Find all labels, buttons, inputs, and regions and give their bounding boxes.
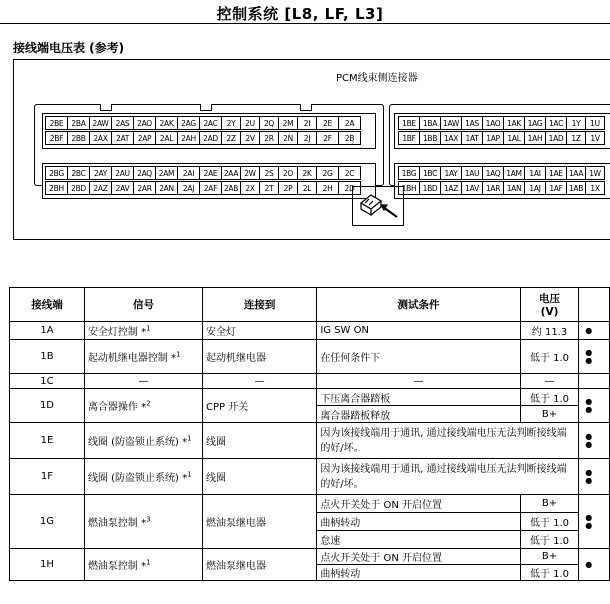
cell-signal — [84, 374, 202, 389]
table-row — [10, 322, 610, 340]
pin-1ag: 1AG — [524, 116, 546, 130]
bullet-icon: ● — [585, 520, 593, 530]
pin-1aa: 1AA — [566, 166, 586, 180]
pin-2bd: 2BD — [67, 181, 90, 195]
pin-2ad: 2AD — [199, 131, 222, 145]
pin-2g: 2G — [316, 166, 339, 180]
pin-1av: 1AV — [461, 181, 483, 195]
bullet-icon: ● — [585, 512, 593, 522]
pin-2v: 2V — [240, 131, 260, 145]
pin-2ax: 2AX — [89, 131, 112, 145]
connector-right-row — [398, 131, 604, 145]
pin-1as: 1AS — [461, 116, 483, 130]
cell-condition: 曲柄转动 — [317, 565, 520, 581]
footnote-marker: 1 — [187, 470, 192, 479]
pin-2ac: 2AC — [199, 116, 222, 130]
cell-signal — [84, 459, 202, 495]
pin-1ai: 1AI — [524, 166, 546, 180]
pin-1u: 1U — [585, 116, 605, 130]
footnote-marker: 2 — [146, 399, 151, 408]
cell-voltage: 低于 1.0 — [520, 513, 578, 531]
cell-signal-text: 离合器操作 * — [87, 402, 147, 413]
pin-1z: 1Z — [566, 131, 586, 145]
cell-extra — [579, 322, 610, 340]
pin-2bh: 2BH — [45, 181, 68, 195]
table-row — [10, 374, 610, 389]
pin-2aw: 2AW — [89, 116, 112, 130]
pin-1ab: 1AB — [566, 181, 586, 195]
header-signal: 信号 — [84, 288, 202, 322]
cell-extra — [579, 340, 610, 374]
pin-1ay: 1AY — [440, 166, 462, 180]
cell-extra — [579, 423, 610, 459]
pin-2be: 2BE — [45, 116, 68, 130]
pin-1bc: 1BC — [419, 166, 441, 180]
cell-voltage: — — [520, 374, 578, 389]
pin-1bb: 1BB — [419, 131, 441, 145]
pin-2bg: 2BG — [45, 166, 68, 180]
pin-2ab: 2AB — [221, 181, 241, 195]
pin-1ao: 1AO — [482, 116, 504, 130]
cell-connected-to: 起动机继电器 — [203, 340, 317, 374]
table-row — [10, 459, 610, 495]
table-row — [10, 340, 610, 374]
pin-1aq: 1AQ — [482, 166, 504, 180]
cell-condition: 点火开关处于 ON 开启位置 — [317, 495, 520, 513]
bullet-icon: ● — [585, 431, 593, 441]
table-row — [10, 423, 610, 459]
pin-2ai: 2AI — [177, 166, 200, 180]
connector-probe-icon — [352, 186, 404, 226]
cell-voltage: 约 11.3 — [520, 322, 578, 340]
section-title: 接线端电压表 (参考) — [13, 41, 125, 55]
terminal-voltage-table — [9, 287, 610, 581]
connector-left-row — [45, 131, 360, 145]
pin-2m: 2M — [278, 116, 298, 130]
bullet-icon: ● — [585, 396, 593, 406]
pin-1ad: 1AD — [545, 131, 567, 145]
pin-2ak: 2AK — [155, 116, 178, 130]
pin-2aq: 2AQ — [133, 166, 156, 180]
cell-terminal: 1H — [10, 549, 85, 581]
pin-2af: 2AF — [199, 181, 222, 195]
table-row — [10, 549, 610, 565]
pin-2w: 2W — [240, 166, 260, 180]
pin-2as: 2AS — [111, 116, 134, 130]
cell-terminal: 1C — [10, 374, 85, 389]
bullet-icon: ● — [585, 347, 593, 357]
footnote-marker: 3 — [146, 515, 151, 524]
cell-connected-to: 燃油泵继电器 — [203, 549, 317, 581]
pin-1af: 1AF — [545, 181, 567, 195]
cell-connected-to: 线圈 — [203, 423, 317, 459]
bullet-icon: ● — [585, 325, 593, 335]
connector-left-tab — [200, 104, 212, 111]
cell-extra — [579, 374, 610, 389]
cell-voltage: 低于 1.0 — [520, 565, 578, 581]
pin-2s: 2S — [259, 166, 279, 180]
connector-left-row — [45, 181, 360, 195]
cell-signal-text: 起动机继电器控制 * — [87, 353, 177, 364]
cell-signal — [84, 389, 202, 423]
cell-extra — [579, 459, 610, 495]
bullet-icon: ● — [585, 467, 593, 477]
pin-2ah: 2AH — [177, 131, 200, 145]
header-rule — [0, 23, 610, 24]
bullet-icon: ● — [585, 355, 593, 365]
pin-2ay: 2AY — [89, 166, 112, 180]
table-header-row — [10, 288, 610, 322]
pin-1ah: 1AH — [524, 131, 546, 145]
connector-left-row — [45, 116, 360, 130]
header-voltage-unit: (V) — [540, 306, 559, 318]
pin-2n: 2N — [278, 131, 298, 145]
cell-voltage: B+ — [520, 406, 578, 423]
pin-2an: 2AN — [155, 181, 178, 195]
pin-1x: 1X — [585, 181, 605, 195]
cell-terminal: 1B — [10, 340, 85, 374]
pin-2ao: 2AO — [133, 116, 156, 130]
cell-connected-to: 安全灯 — [203, 322, 317, 340]
cell-voltage: B+ — [520, 549, 578, 565]
bullet-icon: ● — [585, 559, 593, 569]
connector-right-row — [398, 166, 604, 180]
cell-extra — [579, 549, 610, 581]
cell-condition: 在任何条件下 — [317, 340, 520, 374]
cell-terminal: 1F — [10, 459, 85, 495]
pin-2ap: 2AP — [133, 131, 156, 145]
cell-signal — [84, 322, 202, 340]
connector-left-row — [45, 166, 360, 180]
cell-signal — [84, 495, 202, 549]
header-voltage — [520, 288, 578, 322]
pin-1au: 1AU — [461, 166, 483, 180]
pin-1ap: 1AP — [482, 131, 504, 145]
cell-voltage: 低于 1.0 — [520, 340, 578, 374]
cell-signal-text: 安全灯控制 * — [87, 327, 147, 338]
pin-1w: 1W — [585, 166, 605, 180]
pin-2bb: 2BB — [67, 131, 90, 145]
pin-1aj: 1AJ — [524, 181, 546, 195]
pin-1bd: 1BD — [419, 181, 441, 195]
pin-2l: 2L — [297, 181, 317, 195]
cell-condition: 因为该接线端用于通讯, 通过接线端电压无法判断接线端的好/坏。 — [317, 459, 579, 495]
cell-signal — [84, 549, 202, 581]
header-voltage-label: 电压 — [539, 293, 560, 305]
pin-1al: 1AL — [503, 131, 525, 145]
pin-1ak: 1AK — [503, 116, 525, 130]
pin-1ac: 1AC — [545, 116, 567, 130]
cell-condition: 点火开关处于 ON 开启位置 — [317, 549, 520, 565]
pin-1ae: 1AE — [545, 166, 567, 180]
header-condition: 测试条件 — [317, 288, 520, 322]
pin-2bc: 2BC — [67, 166, 90, 180]
pin-2q: 2Q — [259, 116, 279, 130]
pin-1y: 1Y — [566, 116, 586, 130]
cell-terminal: 1E — [10, 423, 85, 459]
pin-2y: 2Y — [221, 116, 241, 130]
cell-condition: 怠速 — [317, 531, 520, 549]
pin-2au: 2AU — [111, 166, 134, 180]
pin-1v: 1V — [585, 131, 605, 145]
pin-2k: 2K — [297, 166, 317, 180]
pin-2aj: 2AJ — [177, 181, 200, 195]
pin-1am: 1AM — [503, 166, 525, 180]
pin-2f: 2F — [316, 131, 339, 145]
cell-terminal: 1A — [10, 322, 85, 340]
footnote-marker: 1 — [176, 350, 181, 359]
cell-terminal: 1D — [10, 389, 85, 423]
cell-condition: IG SW ON — [317, 322, 520, 340]
pin-1aw: 1AW — [440, 116, 462, 130]
pin-2c: 2C — [338, 166, 361, 180]
pin-2t: 2T — [259, 181, 279, 195]
pin-2x: 2X — [240, 181, 260, 195]
figure-caption: PCM线束侧连接器 — [336, 73, 418, 84]
pin-1bh: 1BH — [398, 181, 420, 195]
cell-signal — [84, 423, 202, 459]
pin-1an: 1AN — [503, 181, 525, 195]
pin-2u: 2U — [240, 116, 260, 130]
pin-2az: 2AZ — [89, 181, 112, 195]
pin-2i: 2I — [297, 116, 317, 130]
cell-signal — [84, 340, 202, 374]
cell-condition: 曲柄转动 — [317, 513, 520, 531]
pin-2j: 2J — [297, 131, 317, 145]
pin-2z: 2Z — [221, 131, 241, 145]
pin-2am: 2AM — [155, 166, 178, 180]
cell-condition: 离合器踏板释放 — [317, 406, 520, 423]
pin-2o: 2O — [278, 166, 298, 180]
pin-2ae: 2AE — [199, 166, 222, 180]
pin-1be: 1BE — [398, 116, 420, 130]
connector-right-row — [398, 116, 604, 130]
cell-voltage: 低于 1.0 — [520, 531, 578, 549]
page-header-title: 控制系统 [L8, LF, L3] — [216, 5, 384, 23]
bullet-icon: ● — [585, 439, 593, 449]
connector-right-row — [398, 181, 604, 195]
bullet-icon: ● — [585, 475, 593, 485]
pin-2h: 2H — [316, 181, 339, 195]
pin-2av: 2AV — [111, 181, 134, 195]
pin-2b: 2B — [338, 131, 361, 145]
cell-signal-text: 线圈 (防盗锁止系统) * — [87, 437, 188, 448]
header-connected-to: 连接到 — [203, 288, 317, 322]
pin-1bf: 1BF — [398, 131, 420, 145]
footnote-marker: 1 — [187, 434, 192, 443]
cell-voltage: B+ — [520, 495, 578, 513]
pin-2bf: 2BF — [45, 131, 68, 145]
cell-signal-text: 燃油泵控制 * — [87, 518, 147, 529]
cell-extra — [579, 389, 610, 423]
pin-2ar: 2AR — [133, 181, 156, 195]
pin-2a: 2A — [338, 116, 361, 130]
cell-extra — [579, 495, 610, 549]
cell-signal-text: — — [138, 375, 149, 387]
pin-2d: 2D — [338, 181, 361, 195]
pin-1at: 1AT — [461, 131, 483, 145]
cell-signal-text: 燃油泵控制 * — [87, 561, 147, 572]
pin-1ba: 1BA — [419, 116, 441, 130]
pin-2al: 2AL — [155, 131, 178, 145]
cell-connected-to: — — [203, 374, 317, 389]
cell-condition: — — [317, 374, 520, 389]
pin-2at: 2AT — [111, 131, 134, 145]
table-row — [10, 495, 610, 513]
bullet-icon: ● — [585, 404, 593, 414]
pin-2ba: 2BA — [67, 116, 90, 130]
cell-connected-to: 线圈 — [203, 459, 317, 495]
pin-1ax: 1AX — [440, 131, 462, 145]
cell-connected-to: 燃油泵继电器 — [203, 495, 317, 549]
cell-condition: 因为该接线端用于通讯, 通过接线端电压无法判断接线端的好/坏。 — [317, 423, 579, 459]
pin-2r: 2R — [259, 131, 279, 145]
pin-2e: 2E — [316, 116, 339, 130]
cell-condition: 下压离合器踏板 — [317, 389, 520, 406]
header-terminal: 接线端 — [10, 288, 85, 322]
pin-1bg: 1BG — [398, 166, 420, 180]
cell-signal-text: 线圈 (防盗锁止系统) * — [87, 473, 188, 484]
footnote-marker: 1 — [146, 324, 151, 333]
pin-2aa: 2AA — [221, 166, 241, 180]
pin-2p: 2P — [278, 181, 298, 195]
pin-1ar: 1AR — [482, 181, 504, 195]
header-extra — [579, 288, 610, 322]
connector-left-tab — [100, 104, 112, 111]
footnote-marker: 1 — [146, 558, 151, 567]
pin-1az: 1AZ — [440, 181, 462, 195]
connector-left-tab — [300, 104, 312, 111]
cell-terminal: 1G — [10, 495, 85, 549]
cell-connected-to: CPP 开关 — [203, 389, 317, 423]
cell-voltage: 低于 1.0 — [520, 389, 578, 406]
table-row — [10, 389, 610, 406]
pin-2ag: 2AG — [177, 116, 200, 130]
